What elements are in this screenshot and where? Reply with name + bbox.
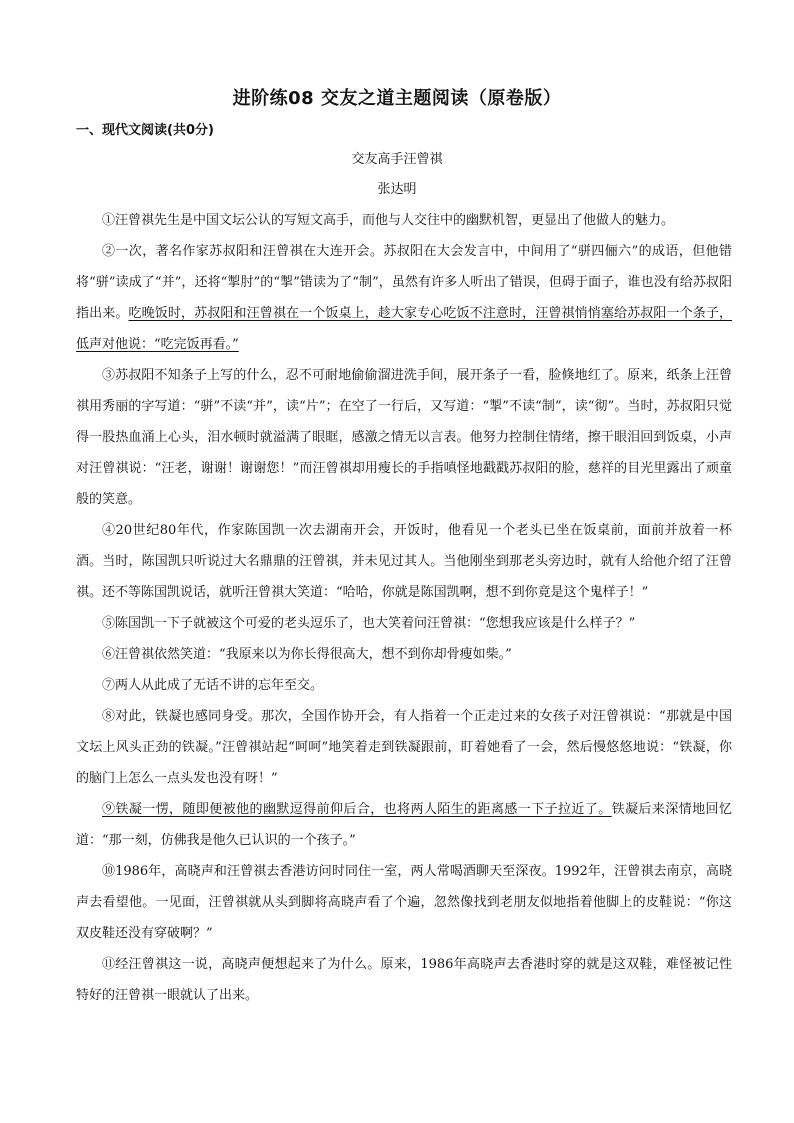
paragraph-7: ⑦两人从此成了无话不讲的忘年至交。 — [102, 678, 324, 693]
section-heading: 一、现代文阅读(共0分) — [76, 123, 214, 138]
paragraph-5: ⑤陈国凯一下子就被这个可爱的老头逗乐了，也大笑着问汪曾祺：“您想我应该是什么样子？” — [102, 616, 636, 631]
paragraph-1: ①汪曾祺先生是中国文坛公认的写短文高手，而他与人交往中的幽默机智，更显出了他做人的魅力。 — [102, 213, 675, 228]
paragraph-9 — [76, 794, 732, 856]
page-title: 进阶练08 交友之道主题阅读（原卷版） — [232, 88, 562, 109]
paragraph-2 — [76, 236, 732, 360]
paragraph-2-text: ②一次，著名作家苏叔阳和汪曾祺在大连开会。苏叔阳在大会发言中，中间用了“骈四俪六”的成语，但他错将“骈”读成了“并”，还将“掣肘”的“掣”错读为了“制”，虽然有许多人听出了错误，但碍于面子，谁也没有给苏叔阳指出来。 — [76, 244, 732, 321]
article-author: 张达明 — [377, 182, 417, 197]
paragraph-9-underlined: ⑨铁凝一愣，随即便被他的幽默逗得前仰后合，也将两人陌生的距离感一下子拉近了。 — [102, 802, 612, 817]
paragraph-9-text: 铁凝后来深情地回忆道：“那一刻，仿佛我是他久已认识的一个孩子。” — [76, 802, 732, 848]
paragraph-4: ④20世纪80年代，作家陈国凯一次去湖南开会，开饭时，他看见一个老头已坐在饭桌前，面前并放着一杯酒。当时，陈国凯只听说过大名鼎鼎的汪曾祺，并未见过其人。当他刚坐到那老头旁边时，就有人给他介绍了汪曾祺。还不等陈国凯说话，就听汪曾祺大笑道：“哈哈，你就是陈国凯啊，想不到你竟是这个鬼样子！” — [76, 523, 732, 600]
paragraph-3: ③苏叔阳不知条子上写的什么，忍不可耐地偷偷溜进洗手间，展开条子一看，脸倏地红了。原来，纸条上汪曾祺用秀丽的字写道：“骈”不读“并”，读“片”；在空了一行后，又写道：“掣”不读“制”，读“彻”。当时，苏叔阳只觉得一股热血涌上心头，泪水顿时就溢满了眼眶，感激之情无以言表。他努力控制住情绪，擦干眼泪回到饭桌，小声对汪曾祺说：“汪老，谢谢！谢谢您！”而汪曾祺却用瘦长的手指嗔怪地戳戳苏叔阳的脸，慈祥的目光里露出了顽童般的笑意。 — [76, 368, 732, 507]
article-body — [76, 205, 732, 1011]
paragraph-10: ⑩1986年，高晓声和汪曾祺去香港访问时同住一室，两人常喝酒聊天至深夜。1992年，汪曾祺去南京，高晓声去看望他。一见面，汪曾祺就从头到脚将高晓声看了个遍，忽然像找到老朋友似地指着他脚上的皮鞋说：“你这双皮鞋还没有穿破啊？” — [76, 864, 732, 941]
paragraph-8: ⑧对此，铁凝也感同身受。那次，全国作协开会，有人指着一个正走过来的女孩子对汪曾祺说：“那就是中国文坛上风头正劲的铁凝。”汪曾祺站起“呵呵”地笑着走到铁凝跟前，盯着她看了一会，然后慢悠悠地说：“铁凝，你的脑门上怎么一点头发也没有呀！” — [76, 709, 732, 786]
paragraph-11: ⑪经汪曾祺这一说，高晓声便想起来了为什么。原来，1986年高晓声去香港时穿的就是这双鞋，难怪被记性特好的汪曾祺一眼就认了出来。 — [76, 957, 732, 1003]
paragraph-2-underlined: 吃晚饭时，苏叔阳和汪曾祺在一个饭桌上，趁大家专心吃饭不注意时，汪曾祺悄悄塞给苏叔阳一个条子，低声对他说：“吃完饭再看。” — [76, 306, 732, 352]
paragraph-6: ⑥汪曾祺依然笑道：“我原来以为你长得很高大，想不到你却骨瘦如柴。” — [102, 647, 512, 662]
article-title: 交友高手汪曾祺 — [351, 152, 443, 167]
